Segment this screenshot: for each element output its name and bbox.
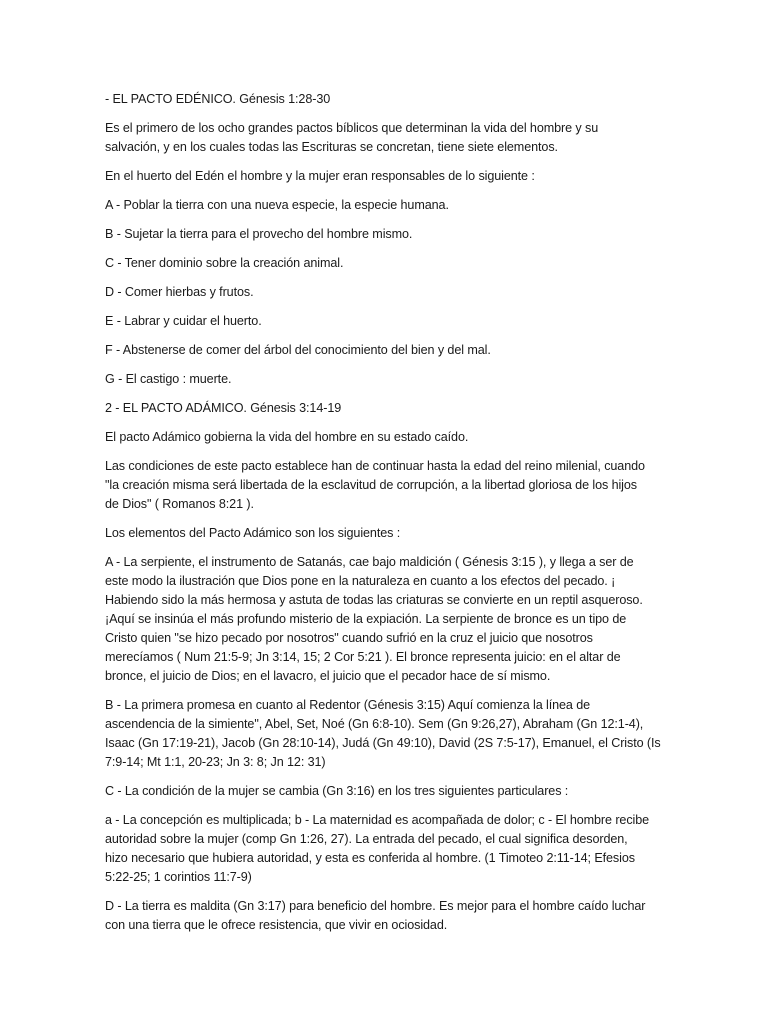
list-item-e: E - Labrar y cuidar el huerto. bbox=[105, 314, 262, 328]
paragraph-serpiente: A - La serpiente, el instrumento de Satanás, cae bajo maldición ( Génesis 3:15 ), y llega a ser de este modo la ilustración que Dios pone en la naturaleza en cuanto a los efectos del pecado. ¡ Habiendo sido la más hermosa y astuta de todas las criaturas se convierte en un reptil asqueroso. ¡Aquí se insinúa el más profundo misterio de la expiación. La serpiente de bronce es un tipo de Cristo quien "se hizo pecado por nosotros" cuando sufrió en la cruz el juicio que nosotros merecíamos ( Num 21:5-9; Jn 3:14, 15; 2 Cor 5:21 ). El bronce representa juicio: en el altar de bronce, el juicio de Dios; en el lavacro, el juicio que el pecador hace de sí mismo. bbox=[105, 555, 643, 683]
list-item-d: D - Comer hierbas y frutos. bbox=[105, 285, 254, 299]
paragraph-elementos: Los elementos del Pacto Adámico son los siguientes : bbox=[105, 526, 401, 540]
heading-pacto-edenico: - EL PACTO EDÉNICO. Génesis 1:28-30 bbox=[105, 92, 331, 106]
paragraph-condicion-mujer: C - La condición de la mujer se cambia (Gn 3:16) en los tres siguientes particulares : bbox=[105, 784, 569, 798]
heading-pacto-adamico: 2 - EL PACTO ADÁMICO. Génesis 3:14-19 bbox=[105, 401, 342, 415]
list-item-a: A - Poblar la tierra con una nueva especie, la especie humana. bbox=[105, 198, 449, 212]
document-page bbox=[105, 90, 665, 945]
list-item-b: B - Sujetar la tierra para el provecho del hombre mismo. bbox=[105, 227, 413, 241]
paragraph-tierra-maldita: D - La tierra es maldita (Gn 3:17) para beneficio del hombre. Es mejor para el hombre caído luchar con una tierra que le ofrece resistencia, que vivir en ociosidad. bbox=[105, 899, 646, 932]
paragraph-responsabilidades: En el huerto del Edén el hombre y la mujer eran responsables de lo siguiente : bbox=[105, 169, 535, 183]
list-item-f: F - Abstenerse de comer del árbol del conocimiento del bien y del mal. bbox=[105, 343, 491, 357]
paragraph-adamico-intro: El pacto Adámico gobierna la vida del hombre en su estado caído. bbox=[105, 430, 469, 444]
paragraph-particulares: a - La concepción es multiplicada; b - La maternidad es acompañada de dolor; c - El hombre recibe autoridad sobre la mujer (comp Gn 1:26, 27). La entrada del pecado, el cual significa desorden, hizo necesario que hubiera autoridad, y esta es conferida al hombre. (1 Timoteo 2:11-14; Efesios 5:22-25; 1 corintios 11:7-9) bbox=[105, 813, 650, 884]
paragraph-intro-edenico: Es el primero de los ocho grandes pactos bíblicos que determinan la vida del hombre y su salvación, y en los cuales todas las Escrituras se concretan, tiene siete elementos. bbox=[105, 121, 599, 154]
list-item-c: C - Tener dominio sobre la creación animal. bbox=[105, 256, 344, 270]
paragraph-redentor: B - La primera promesa en cuanto al Redentor (Génesis 3:15) Aquí comienza la línea de ascendencia de la simiente", Abel, Set, Noé (Gn 6:8-10). Sem (Gn 9:26,27), Abraham (Gn 12:1-4), Isaac (Gn 17:19-21), Jacob (Gn 28:10-14), Judá (Gn 49:10), David (2S 7:5-17), Emanuel, el Cristo (Is 7:9-14; Mt 1:1, 20-23; Jn 3: 8; Jn 12: 31) bbox=[105, 698, 661, 769]
list-item-g: G - El castigo : muerte. bbox=[105, 372, 232, 386]
paragraph-condiciones: Las condiciones de este pacto establece han de continuar hasta la edad del reino milenial, cuando "la creación misma será libertada de la esclavitud de corrupción, a la libertad gloriosa de los hijos de Dios" ( Romanos 8:21 ). bbox=[105, 459, 645, 511]
